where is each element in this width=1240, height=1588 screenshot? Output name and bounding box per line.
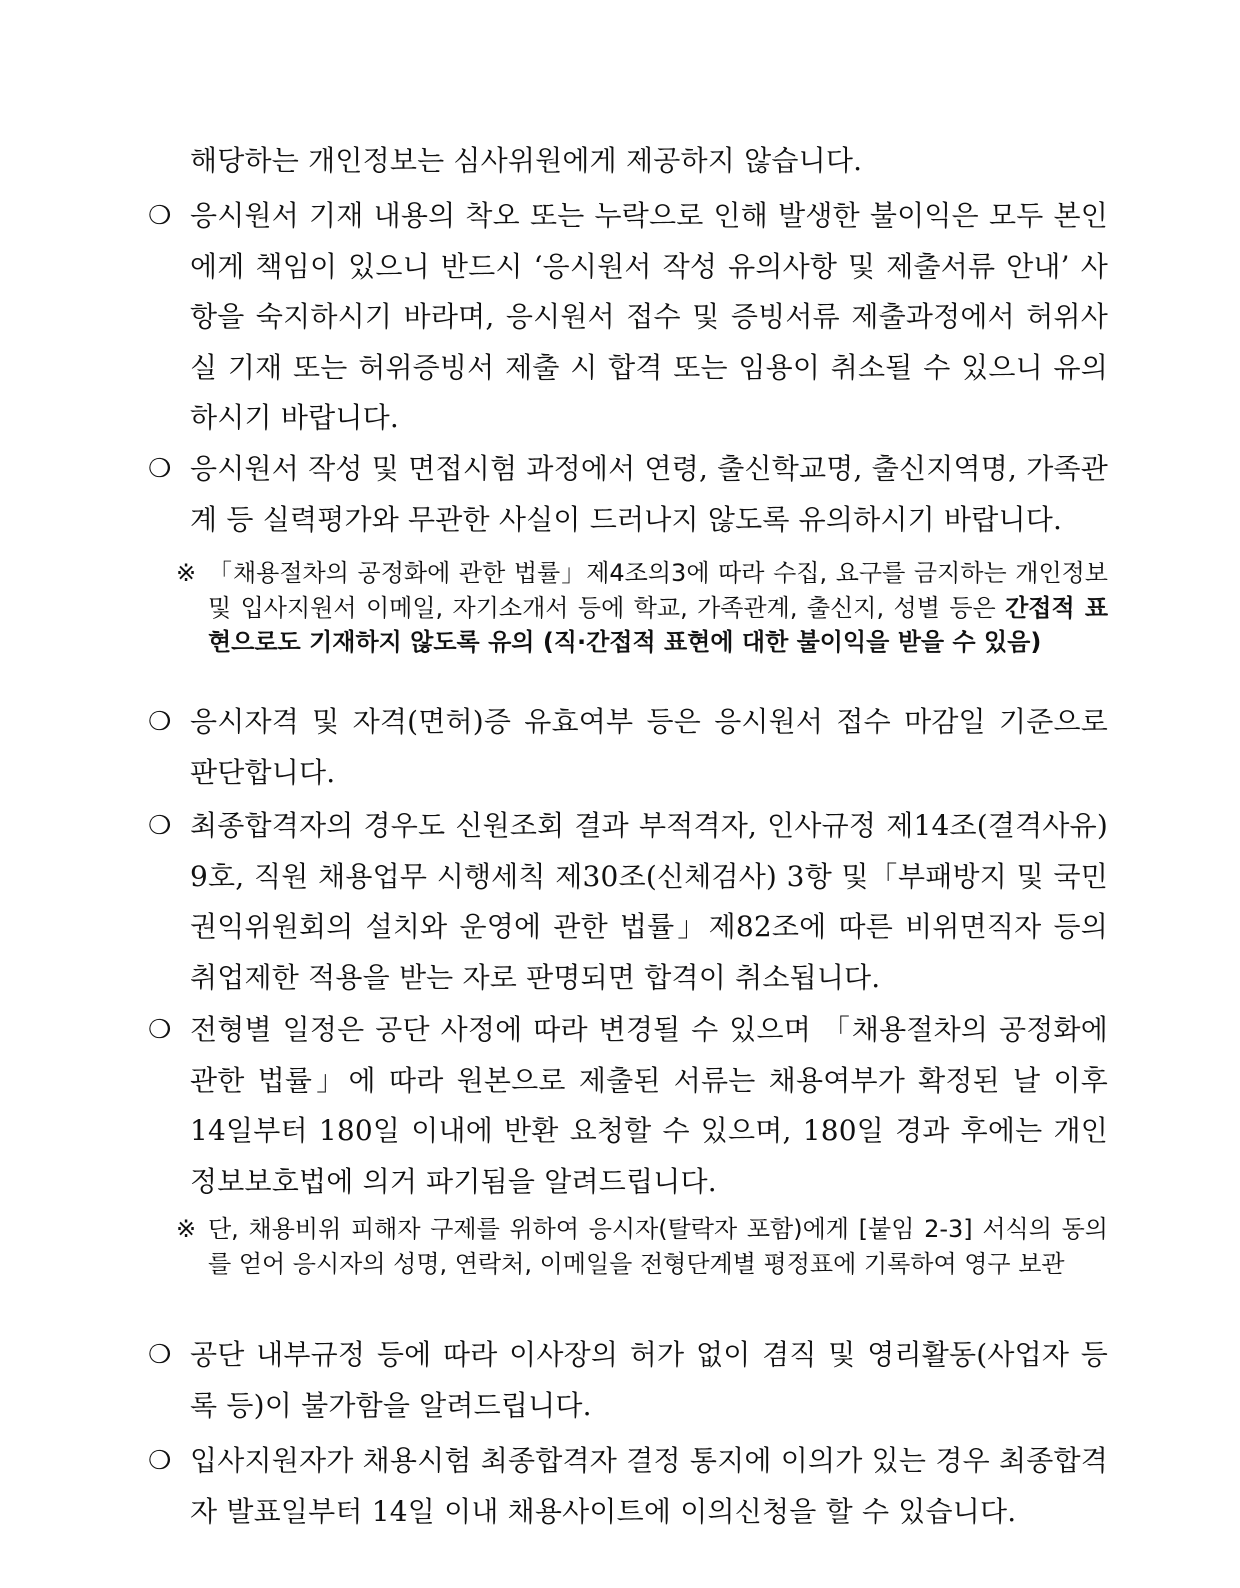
note-victim-relief: 단, 채용비위 피해자 구제를 위하여 응시자(탈락자 포함)에게 [붙임 2-3] 서식의 동의를 얻어 응시자의 성명, 연락처, 이메일을 전형단계별 평정표에 기록하여 영구 보관 (208, 1215, 1108, 1278)
bullet-icon: ❍ (148, 201, 172, 231)
paragraph-schedule-documents: 전형별 일정은 공단 사정에 따라 변경될 수 있으며 「채용절차의 공정화에 관한 법률」에 따라 원본으로 제출된 서류는 채용여부가 확정된 날 이후 14일부터 180일 이내에 반환 요청할 수 있으며, 180일 경과 후에는 개인정보보호법에 의거 파기됨을 알려드립니다. (190, 1013, 1108, 1198)
note-bold-warning: 간접적 표현으로도 기재하지 않도록 유의 (직·간접적 표현에 대한 불이익을 받을 수 있음) (208, 593, 1108, 656)
note-text: 「채용절차의 공정화에 관한 법률」제4조의3에 따라 수집, 요구를 금지하는 개인정보 및 입사지원서 이메일, 자기소개서 등에 학교, 가족관계, 출신지, 성별 등은 (208, 559, 1108, 622)
bullet-icon: ❍ (148, 1340, 172, 1370)
note-fair-hiring-law (208, 556, 1108, 660)
paragraph-blind-writing: 응시원서 작성 및 면접시험 과정에서 연령, 출신학교명, 출신지역명, 가족관계 등 실력평가와 무관한 사실이 드러나지 않도록 유의하시기 바랍니다. (190, 452, 1108, 536)
bullet-icon: ❍ (148, 454, 172, 484)
bullet-icon: ❍ (148, 1015, 172, 1045)
note-mark-icon: ※ (176, 1215, 197, 1243)
paragraph-applicant-responsibility: 응시원서 기재 내용의 착오 또는 누락으로 인해 발생한 불이익은 모두 본인에게 책임이 있으니 반드시 ‘응시원서 작성 유의사항 및 제출서류 안내’ 사항을 숙지하시기 바라며, 응시원서 접수 및 증빙서류 제출과정에서 허위사실 기재 또는 허위증빙서 제출 시 합격 또는 임용이 취소될 수 있으니 유의하시기 바랍니다. (190, 199, 1108, 434)
paragraph-continuation: 해당하는 개인정보는 심사위원에게 제공하지 않습니다. (190, 144, 863, 177)
bullet-icon: ❍ (148, 811, 172, 841)
paragraph-side-job: 공단 내부규정 등에 따라 이사장의 허가 없이 겸직 및 영리활동(사업자 등록 등)이 불가함을 알려드립니다. (190, 1338, 1108, 1422)
paragraph-disqualification: 최종합격자의 경우도 신원조회 결과 부적격자, 인사규정 제14조(결격사유) 9호, 직원 채용업무 시행세칙 제30조(신체검사) 3항 및「부패방지 및 국민권익위원회의 설치와 운영에 관한 법률」제82조에 따른 비위면직자 등의 취업제한 적용을 받는 자로 판명되면 합격이 취소됩니다. (190, 809, 1108, 994)
paragraph-qualification-date: 응시자격 및 자격(면허)증 유효여부 등은 응시원서 접수 마감일 기준으로 판단합니다. (190, 705, 1108, 789)
paragraph-objection: 입사지원자가 채용시험 최종합격자 결정 통지에 이의가 있는 경우 최종합격자 발표일부터 14일 이내 채용사이트에 이의신청을 할 수 있습니다. (190, 1444, 1108, 1528)
bullet-icon: ❍ (148, 1446, 172, 1476)
note-mark-icon: ※ (176, 559, 197, 587)
bullet-icon: ❍ (148, 707, 172, 737)
